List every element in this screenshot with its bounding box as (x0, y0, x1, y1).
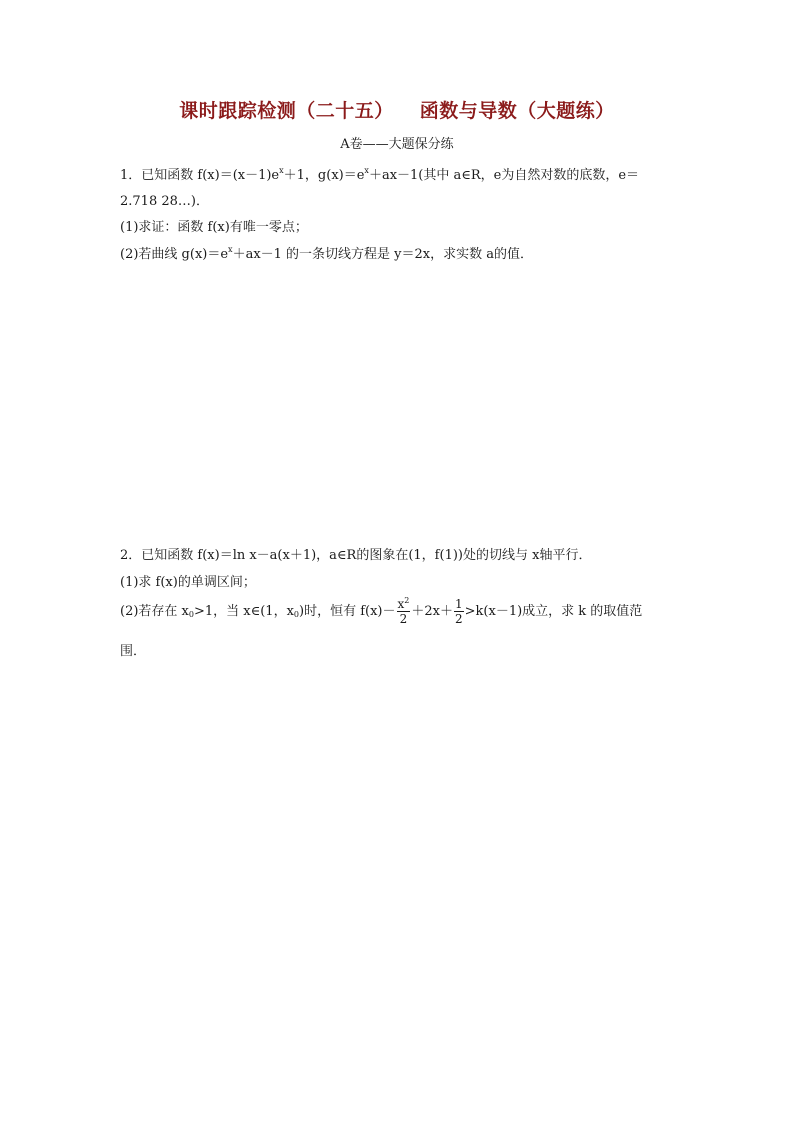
q2-part1: (1)求 f(x)的单调区间； (120, 575, 256, 590)
section-subtitle: A卷——大题保分练 (340, 137, 454, 152)
title-part-2: 函数与导数（大题练） (419, 100, 615, 122)
q2-part2-line2: 围． (120, 644, 147, 659)
q1-part2: (2)若曲线 $g(x)=e^x+ax-1$ 的一条切线方程是 y＝2x，求实数 a的值． (120, 245, 534, 262)
q1-statement-line1: 1．已知函数 $f(x)=(x-1)e^x+1$，$g(x)=e^x+ax-1$(其中 a∈R，e为自然对数的底数，e＝ (120, 166, 640, 183)
q2-statement: 2．已知函数 f(x)＝ln x－a(x＋1)，a∈R的图象在(1，f(1))处的切线与 x轴平行． (120, 548, 592, 563)
q1-part1: (1)求证：函数 f(x)有唯一零点； (120, 220, 308, 235)
title-part-1: 课时跟踪检测（二十五） (179, 100, 394, 122)
page-title (0, 96, 794, 123)
q2-part2-line1: (2)若存在 $x_0>1$，当 x∈(1，$x_0$)时，恒有 f(x)－ $\frac{x^2}{2}$ ＋2x＋ $\frac{1}{2}$ >k(x－1)成立，求 k 的取值范 (120, 596, 643, 626)
q1-statement-line2: 2.718 28…)． (120, 194, 209, 209)
fraction-x-squared-over-2: $\frac{x^2}{2}$ (397, 596, 410, 626)
fraction-one-half: $\frac{1}{2}$ (455, 597, 463, 626)
